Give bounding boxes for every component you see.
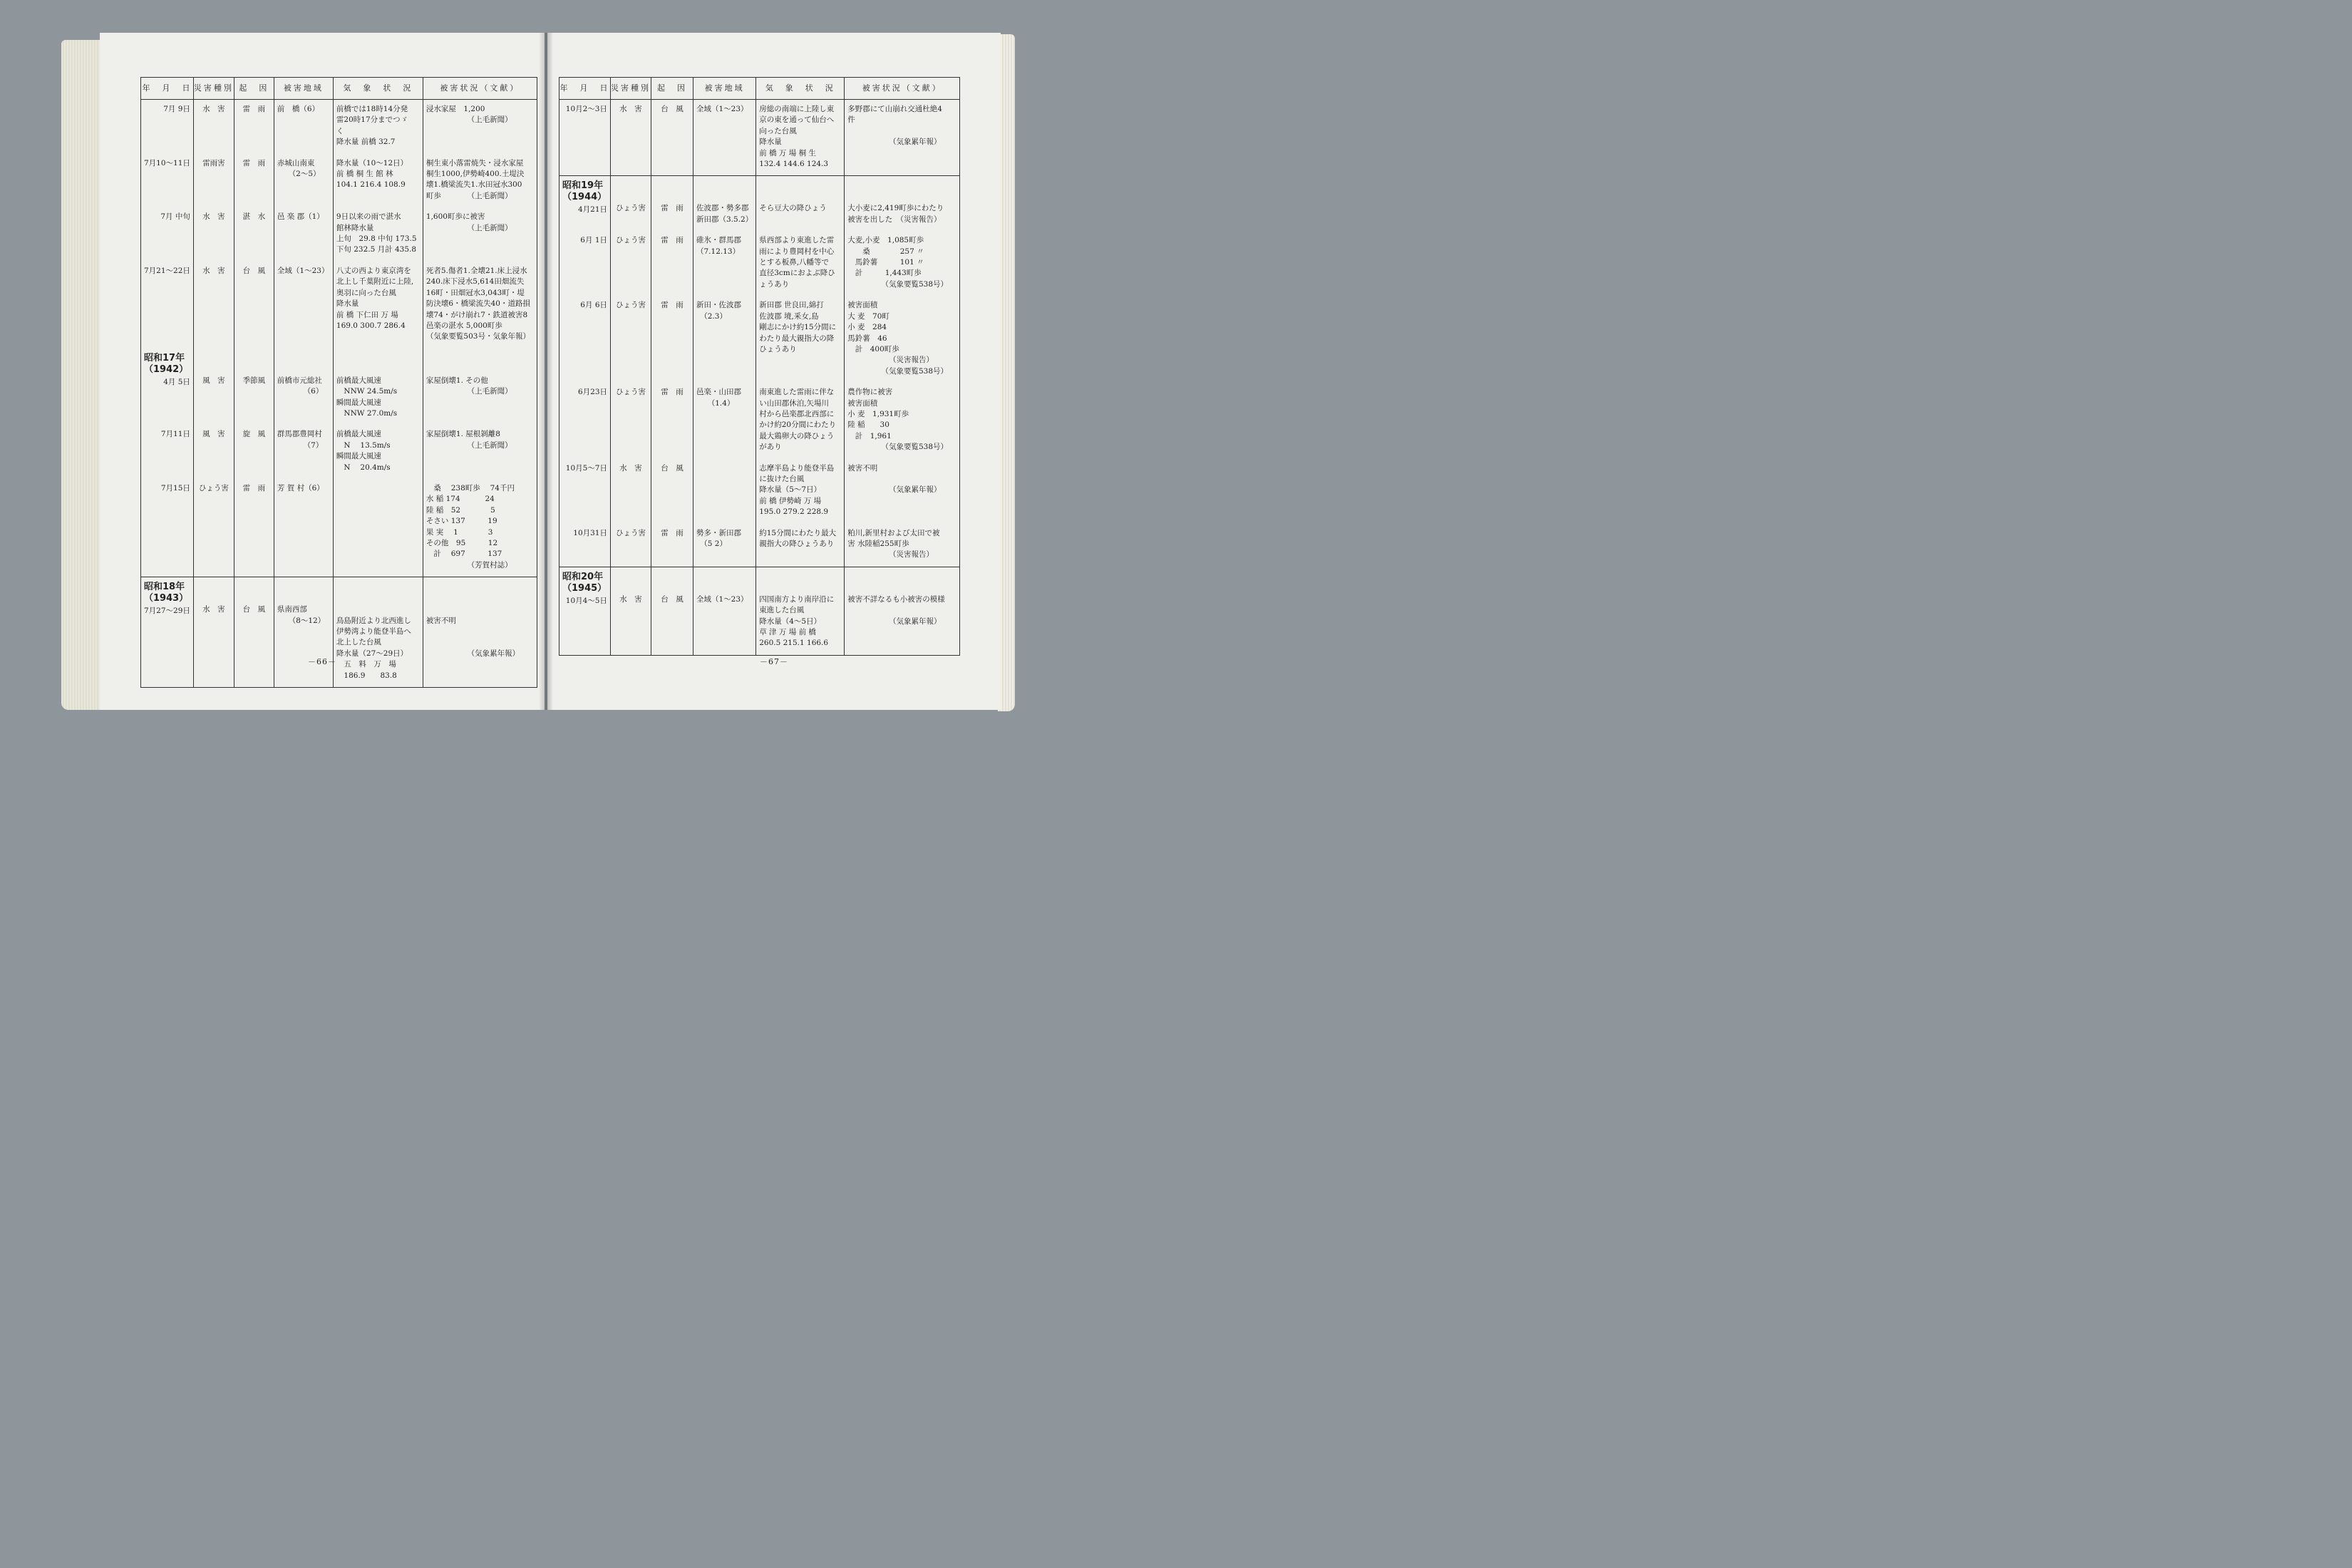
open-book: [0, 0, 1118, 745]
cell-weather-text: 降水量（10～12日） 前 橋 桐 生 館 林 104.1 216.4 108.9: [336, 158, 408, 190]
cell-weather-text: 南東進した雷雨に伴な い山田郡休泊,矢場川 村から邑楽郡北西部に かけ約20分間にわたり 最大鶏卵大の降ひょう があり: [759, 388, 837, 452]
header-type: 災害種別: [193, 78, 234, 100]
cell-area-text: 勢多・新田郡 （5 2）: [696, 528, 741, 548]
cell-date: [141, 349, 194, 425]
cell-weather-text: 志摩半島より能登半島 に抜けた台風 降水量（5～7日） 前 橋 伊勢崎 万 場 195.0 279.2 228.9: [759, 463, 835, 517]
cell-area-text: 前橋市元総社 （6）: [277, 376, 324, 396]
cell-disaster-type: [611, 567, 651, 655]
cell-weather-text: 前橋最大風速 N 13.5m/s 瞬間最大風速 N 20.4m/s: [336, 430, 391, 472]
cell-damage: [845, 296, 960, 383]
cell-disaster-type: [611, 100, 651, 176]
cell-cause: [651, 459, 693, 524]
header-cause: 起 因: [651, 78, 693, 100]
cell-weather: [333, 479, 423, 577]
disaster-table-right: [559, 77, 960, 656]
cell-date: [141, 154, 194, 208]
cell-damage-text: 桑 238町歩 74千円 水 稲 174 24 陸 稲 52 5 そさい 137 19 果 実 1 3 その他 95 12 計 697 137 （芳賀村誌）: [425, 483, 515, 569]
cell-damage: [423, 349, 537, 425]
cell-damage: [423, 425, 537, 479]
cell-disaster-type-text: ひょう害: [616, 528, 646, 537]
cell-damage: [423, 479, 537, 577]
cell-date: [141, 425, 194, 479]
cell-damage-text: 被害面積 大 麦 70町 小 麦 284 馬鈴薯 46 計 400町歩 （災害報告） （気象要覧538号）: [847, 301, 949, 376]
cell-cause-text: 台 風: [242, 605, 266, 614]
date-text: 10月5～7日: [565, 463, 607, 473]
cell-cause-text: 台 風: [661, 105, 684, 113]
cell-damage: [423, 207, 537, 262]
cell-damage: [423, 100, 537, 154]
cell-weather-text: 新田郡 世良田,綿打 佐波郡 境,釆女,島 剛志にかけ約15分間に わたり最大親指大の降 ひょうあり: [759, 301, 837, 354]
date-text: 7月27～29日: [144, 607, 190, 616]
header-date: 年 月 日: [141, 78, 194, 100]
cell-area: [693, 296, 756, 383]
cell-area-text: 芳 賀 村（6）: [277, 483, 324, 492]
page-number: －67－: [760, 657, 788, 666]
cell-weather: [333, 349, 423, 425]
cell-disaster-type-text: 雷雨害: [202, 158, 225, 167]
page-number: －66－: [308, 657, 336, 666]
book-gutter: [539, 33, 553, 710]
cell-weather: [756, 231, 845, 296]
cell-damage: [423, 577, 537, 688]
table-row: [559, 296, 960, 383]
cell-cause-text: 旋 風: [242, 430, 266, 439]
cell-cause-text: 季節風: [242, 376, 266, 385]
cell-area: [274, 100, 333, 154]
cell-weather-text: 八丈の西より東京湾を 北上し千葉附近に上陸, 奥羽に向った台風 降水量 前 橋 下仁田 万 場 169.0 300.7 286.4: [336, 266, 414, 330]
date-text: 7月15日: [160, 483, 190, 492]
cell-cause: [651, 296, 693, 383]
table-row: [141, 577, 537, 688]
cell-damage: [845, 524, 960, 567]
cell-damage-text: 被害不明 （気象累年報）: [847, 463, 942, 495]
cell-area-text: 県南西部 （8～12）: [277, 605, 326, 625]
cell-area: [693, 567, 756, 655]
cell-cause-text: 雷 雨: [661, 388, 684, 397]
cell-disaster-type-text: ひょう害: [616, 204, 646, 213]
cell-disaster-type-text: 水 害: [202, 105, 225, 113]
cell-area-text: 群馬郡豊岡村 （7）: [277, 430, 324, 450]
cell-disaster-type-text: 水 害: [619, 594, 642, 604]
cell-damage: [845, 231, 960, 296]
cell-disaster-type: [193, 100, 234, 154]
cell-disaster-type: [611, 459, 651, 524]
cell-disaster-type-text: 風 害: [202, 430, 225, 439]
cell-disaster-type-text: 水 害: [202, 266, 225, 275]
cell-area-text: 碓氷・群馬郡 （7.12.13）: [696, 236, 741, 256]
cell-area: [693, 231, 756, 296]
table-row: [559, 459, 960, 524]
header-cause: 起 因: [234, 78, 274, 100]
date-text: 6月23日: [577, 388, 607, 397]
cell-weather: [333, 425, 423, 479]
cell-area-text: 全域（1～23）: [696, 594, 748, 604]
cell-cause: [651, 383, 693, 458]
cell-weather: [756, 524, 845, 567]
cell-disaster-type: [193, 577, 234, 688]
cell-disaster-type-text: 水 害: [619, 463, 642, 473]
cell-damage: [423, 262, 537, 349]
cell-weather: [333, 207, 423, 262]
cell-area-text: 前 橋（6）: [277, 105, 320, 113]
right-page: [547, 33, 1001, 710]
date-text: 10月4～5日: [565, 596, 607, 605]
cell-weather: [333, 154, 423, 208]
cell-disaster-type-text: ひょう害: [616, 301, 646, 310]
header-type: 災害種別: [611, 78, 651, 100]
cell-damage-text: 死者5.傷者1.全壊21.床上浸水 240.床下浸水5,614田畑流失 16町・田畑冠水3,043町・堤 防決壊6・橋梁流失40・道路損 壊74・がけ崩れ7・鉄道被害8 邑楽の湛水 5,000町歩 （気象要覧503号・気象年報）: [425, 266, 530, 341]
cell-damage: [845, 383, 960, 458]
cell-weather: [756, 567, 845, 655]
cell-area: [274, 425, 333, 479]
table-header-row: [141, 78, 537, 100]
table-row: [559, 524, 960, 567]
cell-disaster-type-text: 風 害: [202, 376, 225, 385]
table-row: [559, 567, 960, 655]
cell-date: [559, 567, 611, 655]
cell-disaster-type: [193, 425, 234, 479]
cell-disaster-type-text: ひょう害: [198, 483, 229, 492]
cell-disaster-type-text: 水 害: [202, 605, 225, 614]
cell-disaster-type-text: 水 害: [619, 105, 642, 113]
cell-cause: [651, 567, 693, 655]
cell-cause: [234, 577, 274, 688]
table-row: [559, 100, 960, 176]
cell-area: [693, 459, 756, 524]
table-row: [141, 207, 537, 262]
date-text: 4月 5日: [163, 377, 190, 386]
table-row: [559, 176, 960, 231]
cell-weather-text: 四国南方より南岸沿に 東進した台風 降水量（4～5日） 草 津 万 場 前 橋 260.5 215.1 166.6: [759, 594, 835, 648]
cell-disaster-type: [193, 154, 234, 208]
cell-damage-text: 1,600町歩に被害 （上毛新聞）: [425, 212, 512, 232]
date-text: 6月 1日: [580, 236, 607, 245]
cell-area-text: 全域（1～23）: [277, 266, 329, 275]
cell-cause-text: 台 風: [242, 266, 266, 275]
cell-damage: [845, 176, 960, 231]
cell-weather: [333, 100, 423, 154]
cell-cause-text: 台 風: [661, 463, 684, 473]
cell-cause: [234, 349, 274, 425]
cell-cause-text: 雷 雨: [661, 236, 684, 245]
cell-disaster-type: [611, 176, 651, 231]
date-text: 10月31日: [573, 528, 607, 537]
cell-cause: [651, 176, 693, 231]
cell-damage-text: 被害不明 （気象累年報）: [425, 616, 520, 658]
date-text: 7月 9日: [163, 105, 190, 113]
table-row: [141, 154, 537, 208]
cell-cause: [234, 479, 274, 577]
cell-weather-text: 県西部より東進した雷 雨により豊岡村を中心 とする板鼻,八幡等で 直径3cmにおよぶ降ひ ょうあり: [759, 236, 835, 289]
cell-cause: [234, 262, 274, 349]
cell-disaster-type-text: ひょう害: [616, 388, 646, 397]
cell-area-text: 邑 楽 郡（1）: [277, 212, 324, 222]
cell-date: [141, 262, 194, 349]
cell-disaster-type: [193, 479, 234, 577]
table-row: [559, 231, 960, 296]
cell-area-text: 邑楽・山田郡 （1.4）: [696, 388, 741, 408]
cell-weather: [756, 459, 845, 524]
era-year-heading: 昭和19年 （1944）: [562, 180, 607, 203]
cell-cause: [651, 231, 693, 296]
cell-disaster-type: [611, 231, 651, 296]
cell-date: [559, 524, 611, 567]
cell-date: [559, 296, 611, 383]
left-page: [100, 33, 545, 710]
cell-disaster-type: [193, 262, 234, 349]
date-text: 7月11日: [160, 430, 190, 439]
disaster-table-left: [140, 77, 537, 688]
cell-disaster-type-text: ひょう害: [616, 236, 646, 245]
cell-damage-text: 浸水家屋 1,200 （上毛新聞）: [425, 105, 512, 125]
cell-cause-text: 雷 雨: [242, 105, 266, 113]
cell-area: [274, 577, 333, 688]
cell-cause-text: 雷 雨: [661, 528, 684, 537]
cell-damage: [845, 567, 960, 655]
cell-area: [693, 176, 756, 231]
cell-weather-text: 9日以来の雨で湛水 館林降水量 上旬 29.8 中旬 173.5 下旬 232.5 月計 435.8: [336, 212, 417, 254]
header-damage: 被害状況（文献）: [423, 78, 537, 100]
cell-disaster-type: [193, 349, 234, 425]
header-weather: 気 象 状 況: [333, 78, 423, 100]
cell-damage: [845, 100, 960, 176]
cell-area: [274, 479, 333, 577]
cell-cause-text: 雷 雨: [242, 483, 266, 492]
cell-damage-text: 農作物に被害 被害面積 小 麦 1,931町歩 陸 稲 30 計 1,961 （気象要覧538号）: [847, 388, 949, 452]
cell-weather-text: 約15分間にわたり最大 親指大の降ひょうあり: [759, 528, 837, 548]
table-row: [559, 383, 960, 458]
cell-disaster-type: [611, 296, 651, 383]
cell-date: [141, 577, 194, 688]
era-year-heading: 昭和17年 （1942）: [144, 352, 189, 375]
cell-cause-text: 雷 雨: [661, 301, 684, 310]
cell-disaster-type: [611, 524, 651, 567]
cell-date: [141, 479, 194, 577]
cell-area: [274, 207, 333, 262]
cell-weather-text: 鳥島附近より北西進し 伊勢湾より能登半島へ 北上した台風 降水量（27～29日） 五 料 万 場 186.9 83.8: [336, 616, 411, 680]
cell-area-text: 新田・佐波郡 （2.3）: [696, 301, 741, 321]
cell-weather: [756, 176, 845, 231]
cell-cause-text: 台 風: [661, 594, 684, 604]
cell-disaster-type: [193, 207, 234, 262]
header-area: 被害地域: [693, 78, 756, 100]
cell-weather: [756, 100, 845, 176]
cell-damage-text: 多野郡にて山崩れ交通杜絶4 件 （気象累年報）: [847, 105, 942, 147]
cell-damage-text: 被害不詳なるも小被害の模様 （気象累年報）: [847, 594, 945, 626]
cell-area-text: 全域（1～23）: [696, 105, 748, 113]
table-row: [141, 479, 537, 577]
cell-date: [559, 459, 611, 524]
date-text: 7月10～11日: [144, 158, 190, 167]
cell-weather-text: 房総の南端に上陸し東 京の東を通って仙台へ 向った台風 降水量 前 橋 万 場 桐 生 132.4 144.6 124.3: [759, 105, 835, 169]
date-text: 4月21日: [577, 205, 607, 215]
cell-area-text: 赤城山南東 （2～5）: [277, 158, 321, 179]
cell-date: [141, 100, 194, 154]
cell-damage-text: 大麦,小麦 1,085町歩 桑 257 〃 馬鈴薯 101 〃 計 1,443町歩 （気象要覧538号）: [847, 236, 949, 289]
cell-weather-text: 前橋では18時14分発 雷20時17分までつゞ く 降水量 前橋 32.7: [336, 105, 408, 147]
table-header-row: [559, 78, 960, 100]
header-area: 被害地域: [274, 78, 333, 100]
cell-date: [559, 176, 611, 231]
cell-date: [559, 383, 611, 458]
cell-date: [559, 231, 611, 296]
date-text: 7月 中旬: [160, 212, 190, 222]
cell-damage-text: 粕川,新里村および太田で被 害 水陸稲255町歩 （災害報告）: [847, 528, 940, 559]
cell-cause-text: 雷 雨: [661, 204, 684, 213]
cell-cause: [651, 100, 693, 176]
cell-weather: [333, 577, 423, 688]
header-damage: 被害状況（文献）: [845, 78, 960, 100]
table-row: [141, 262, 537, 349]
left-page-edges: [61, 40, 104, 710]
cell-area: [274, 262, 333, 349]
table-row: [141, 349, 537, 425]
cell-area: [274, 349, 333, 425]
cell-cause: [651, 524, 693, 567]
cell-weather: [756, 296, 845, 383]
cell-cause-text: 湛 水: [242, 212, 266, 222]
cell-disaster-type-text: 水 害: [202, 212, 225, 222]
cell-damage: [423, 154, 537, 208]
cell-date: [559, 100, 611, 176]
table-row: [141, 425, 537, 479]
cell-cause: [234, 154, 274, 208]
cell-area-text: 佐波郡・勢多郡 新田郡（3.5.2）: [696, 204, 753, 224]
cell-damage-text: 大小麦に2,419町歩にわたり 被害を出した （災害報告）: [847, 204, 944, 224]
cell-area: [693, 383, 756, 458]
cell-cause: [234, 100, 274, 154]
header-weather: 気 象 状 況: [756, 78, 845, 100]
date-text: 7月21～22日: [144, 266, 190, 275]
cell-damage-text: 家屋倒壊1. 屋根剝離8 （上毛新聞）: [425, 430, 512, 450]
era-year-heading: 昭和20年 （1945）: [562, 571, 607, 594]
cell-cause: [234, 207, 274, 262]
date-text: 10月2～3日: [565, 105, 607, 113]
table-row: [141, 100, 537, 154]
date-text: 6月 6日: [580, 301, 607, 310]
cell-weather: [756, 383, 845, 458]
cell-disaster-type: [611, 383, 651, 458]
cell-weather-text: 前橋最大風速 NNW 24.5m/s 瞬間最大風速 NNW 27.0m/s: [336, 376, 398, 418]
cell-area: [274, 154, 333, 208]
era-year-heading: 昭和18年 （1943）: [144, 582, 189, 604]
header-date: 年 月 日: [559, 78, 611, 100]
cell-weather-text: そら豆大の降ひょう: [759, 204, 827, 213]
cell-cause: [234, 425, 274, 479]
cell-damage-text: 家屋倒壊1. その他 （上毛新聞）: [425, 376, 512, 396]
cell-damage-text: 桐生東小落雷焼失・浸水家屋 桐生1000,伊勢崎400.土堤決 壊1.橋梁流失1.水田冠水300 町歩 （上毛新聞）: [425, 158, 525, 200]
cell-weather: [333, 262, 423, 349]
cell-date: [141, 207, 194, 262]
cell-area: [693, 524, 756, 567]
cell-damage: [845, 459, 960, 524]
cell-area: [693, 100, 756, 176]
cell-cause-text: 雷 雨: [242, 158, 266, 167]
